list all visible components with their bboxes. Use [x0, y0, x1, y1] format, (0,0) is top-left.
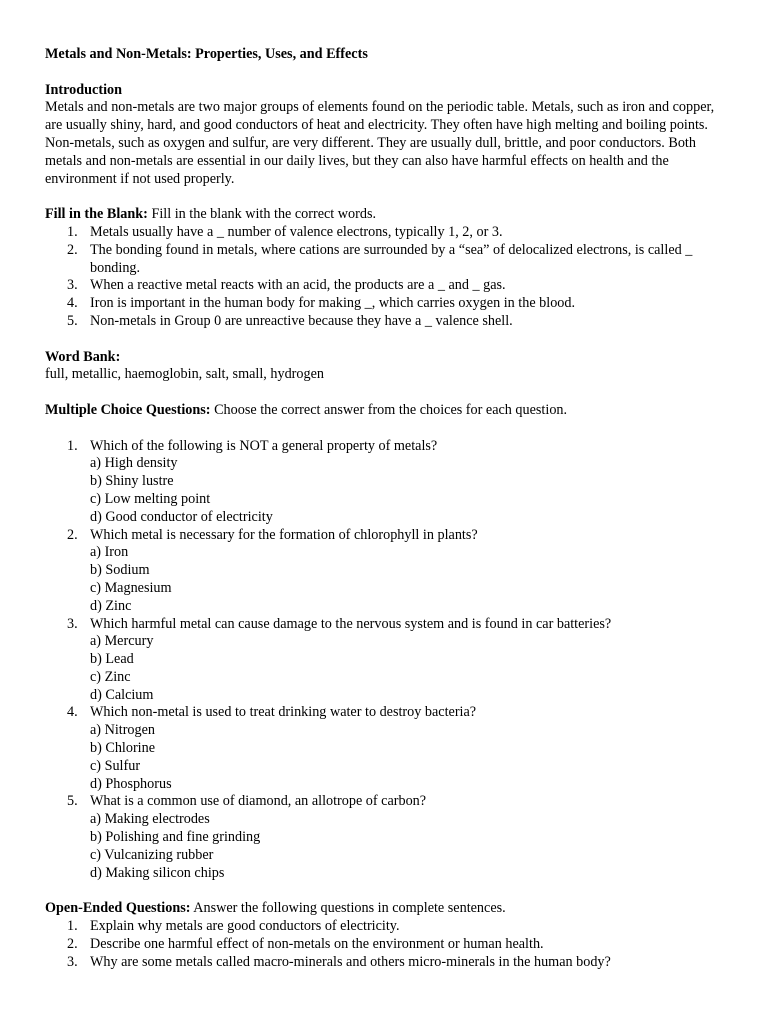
fill-blank-item [45, 313, 723, 331]
item-number: 3. [67, 953, 78, 970]
question-item [45, 704, 723, 793]
open-ended-instruction: Answer the following questions in complete sentences. [190, 900, 506, 917]
open-ended-item [45, 918, 723, 936]
answer-option: c) Zinc [90, 668, 131, 685]
question-number: 5. [67, 793, 78, 810]
question-text: Which harmful metal can cause damage to the nervous system and is found in car batteries? [90, 615, 612, 632]
question-number: 4. [67, 704, 78, 721]
item-text: Explain why metals are good conductors of electricity. [90, 918, 400, 935]
item-text: Metals usually have a _ number of valence electrons, typically 1, 2, or 3. [90, 223, 503, 240]
question-item [45, 438, 723, 527]
word-bank-heading: Word Bank: [45, 348, 121, 365]
fill-blank-item [45, 242, 723, 278]
open-ended-list [45, 918, 723, 971]
answer-option: a) Nitrogen [90, 722, 156, 739]
question-number: 2. [67, 526, 78, 543]
answer-option: b) Sodium [90, 562, 150, 579]
question-text: Which of the following is NOT a general property of metals? [90, 437, 438, 454]
answer-option: a) Making electrodes [90, 811, 210, 828]
answer-options [90, 722, 723, 793]
multiple-choice-list [45, 438, 723, 883]
item-text: Non-metals in Group 0 are unreactive because they have a _ valence shell. [90, 312, 513, 329]
answer-options [90, 633, 723, 704]
open-ended-instructions [45, 900, 723, 918]
open-ended-item [45, 954, 723, 972]
introduction-heading: Introduction [45, 81, 122, 98]
multiple-choice-instructions [45, 402, 723, 420]
fill-blank-instructions [45, 206, 723, 224]
answer-option: d) Calcium [90, 686, 154, 703]
fill-blank-item [45, 277, 723, 295]
question-item [45, 793, 723, 882]
open-ended-item [45, 936, 723, 954]
fill-blank-item [45, 295, 723, 313]
item-number: 1. [67, 918, 78, 935]
fill-blank-list [45, 224, 723, 331]
item-text: When a reactive metal reacts with an acid, the products are a _ and _ gas. [90, 277, 506, 294]
answer-option: d) Good conductor of electricity [90, 508, 273, 525]
question-number: 1. [67, 437, 78, 454]
answer-option: d) Making silicon chips [90, 864, 225, 881]
answer-option: c) Low melting point [90, 490, 211, 507]
answer-option: b) Lead [90, 651, 134, 668]
question-text: Which non-metal is used to treat drinking water to destroy bacteria? [90, 704, 477, 721]
multiple-choice-instruction: Choose the correct answer from the choices for each question. [210, 401, 568, 418]
answer-option: a) Mercury [90, 633, 154, 650]
question-text: What is a common use of diamond, an allotrope of carbon? [90, 793, 427, 810]
item-text: The bonding found in metals, where cations are surrounded by a “sea” of delocalized electrons, is called _ bonding. [90, 241, 693, 276]
answer-option: a) Iron [90, 544, 129, 561]
answer-option: b) Shiny lustre [90, 473, 174, 490]
answer-option: a) High density [90, 455, 178, 472]
item-number: 1. [67, 223, 78, 240]
word-bank-words: full, metallic, haemoglobin, salt, small, hydrogen [45, 366, 324, 383]
item-number: 4. [67, 295, 78, 312]
item-text: Describe one harmful effect of non-metals on the environment or human health. [90, 935, 544, 952]
item-text: Why are some metals called macro-minerals and others micro-minerals in the human body? [90, 953, 611, 970]
answer-option: b) Polishing and fine grinding [90, 829, 261, 846]
item-number: 5. [67, 312, 78, 329]
answer-option: c) Magnesium [90, 579, 172, 596]
item-text: Iron is important in the human body for making _, which carries oxygen in the blood. [90, 295, 576, 312]
answer-option: d) Zinc [90, 597, 132, 614]
question-text: Which metal is necessary for the formation of chlorophyll in plants? [90, 526, 478, 543]
answer-options [90, 544, 723, 615]
fill-blank-label: Fill in the Blank: [45, 206, 148, 223]
open-ended-label: Open-Ended Questions: [45, 900, 191, 917]
question-item [45, 527, 723, 616]
item-number: 2. [67, 935, 78, 952]
answer-option: d) Phosphorus [90, 775, 172, 792]
item-number: 3. [67, 277, 78, 294]
multiple-choice-label: Multiple Choice Questions: [45, 401, 211, 418]
item-number: 2. [67, 241, 78, 258]
answer-options [90, 455, 723, 526]
question-number: 3. [67, 615, 78, 632]
answer-option: c) Sulfur [90, 757, 141, 774]
fill-blank-instruction: Fill in the blank with the correct words. [147, 206, 377, 223]
document-title: Metals and Non-Metals: Properties, Uses, and Effects [45, 46, 368, 62]
answer-options [90, 811, 723, 882]
introduction-text: Metals and non-metals are two major groups of elements found on the periodic table. Metals, such as iron and copper, are usually shiny, hard, and good conductors of heat and electricity. They often have high melting and boiling points. Non-metals, such as oxygen and sulfur, are very different. They are usually dull, brittle, and poor conductors. Both metals and non-metals are essential in our daily lives, but they can also have harmful effects on health and the environment if not used properly. [45, 99, 715, 187]
answer-option: c) Vulcanizing rubber [90, 846, 214, 863]
answer-option: b) Chlorine [90, 740, 156, 757]
fill-blank-item [45, 224, 723, 242]
question-item [45, 616, 723, 705]
